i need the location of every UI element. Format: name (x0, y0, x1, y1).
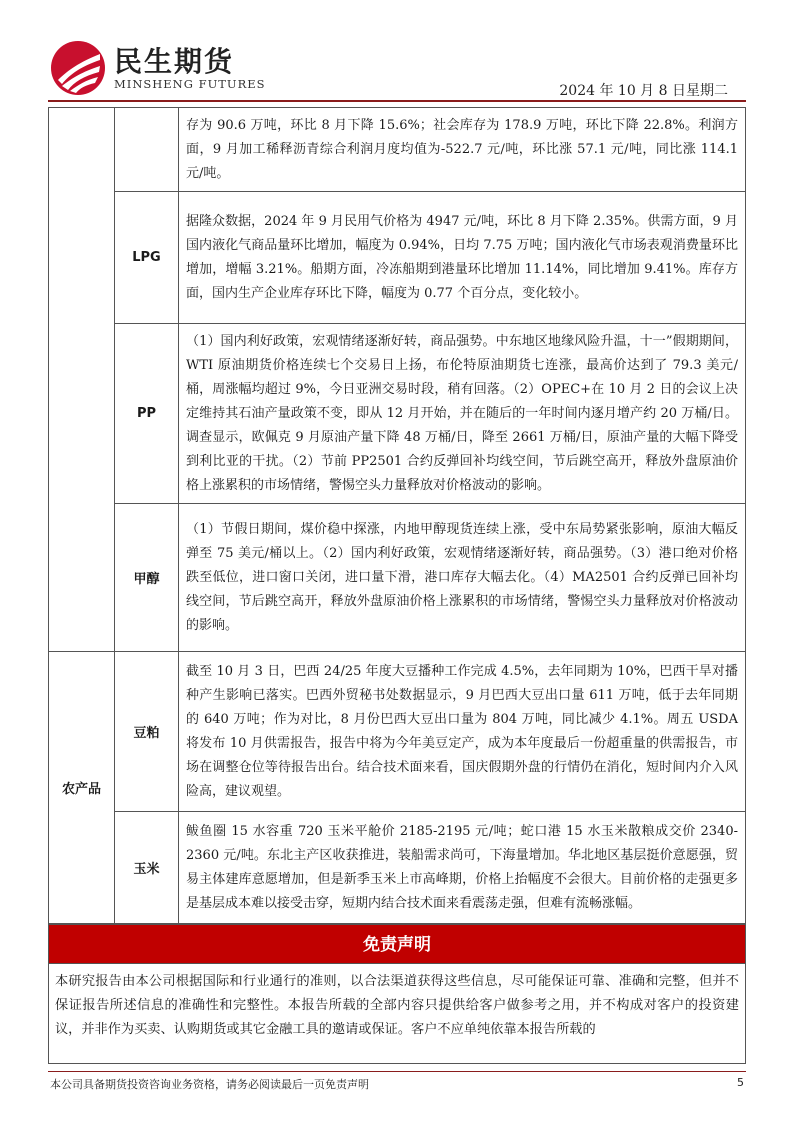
table-row (49, 192, 746, 324)
table-row (49, 504, 746, 652)
sub-cell-soymeal: 豆粕 (115, 652, 179, 812)
analysis-text-methanol: （1）节假日期间，煤价稳中探涨，内地甲醇现货连续上涨，受中东局势紧张影响，原油大幅反弹至 75 美元/桶以上。（2）国内利好政策，宏观情绪逐渐好转，商品强势。（3）港口绝对价格跌至低位，进口窗口关闭，进口量下滑，港口库存大幅去化。（4）MA2501 合约反弹已回补均线空间，节后跳空高开，释放外盘原油价格上涨累积的市场情绪，警惕空头力量释放对价格波动的影响。 (179, 504, 746, 652)
footer-divider (48, 1071, 746, 1072)
minsheng-logo-icon (50, 40, 106, 96)
sub-cell-lpg: LPG (115, 192, 179, 324)
sub-cell-corn: 玉米 (115, 812, 179, 924)
disclaimer-title: 免责声明 (48, 924, 746, 964)
category-cell-agriculture: 农产品 (49, 652, 115, 924)
sub-cell-pp: PP (115, 324, 179, 504)
analysis-text-asphalt: 存为 90.6 万吨，环比 8 月下降 15.6%；社会库存为 178.9 万吨，环比下降 22.8%。利润方面，9 月加工稀释沥青综合利润月度均值为-522.7 元/吨，环比涨 57.1 元/吨，同比涨 114.1 元/吨。 (179, 108, 746, 192)
footer-notice: 本公司具备期货投资咨询业务资格，请务必阅读最后一页免责声明 (50, 1078, 369, 1091)
logo-chinese-name: 民生期货 (114, 45, 235, 78)
analysis-text-soymeal: 截至 10 月 3 日，巴西 24/25 年度大豆播种工作完成 4.5%，去年同期为 10%，巴西干旱对播种产生影响已落实。巴西外贸秘书处数据显示，9 月巴西大豆出口量 611 万吨，低于去年同期的 640 万吨；作为对比，8 月份巴西大豆出口量为 804 万吨，同比减少 4.1%。周五 USDA 将发布 10 月供需报告，报告中将为今年美豆定产，成为本年度最后一份超重量的供需报告，市场在调整仓位等待报告出台。结合技术面来看，国庆假期外盘的行情仍在消化，短时间内介入风险高，建议观望。 (179, 652, 746, 812)
sub-cell-asphalt (115, 108, 179, 192)
table-row (49, 812, 746, 924)
analysis-text-corn: 鲅鱼圈 15 水容重 720 玉米平舱价 2185-2195 元/吨；蛇口港 15 水玉米散粮成交价 2340-2360 元/吨。东北主产区收获推进，装船需求尚可，下海量增加。华北地区基层挺价意愿强，贸易主体建库意愿增加，但是新季玉米上市高峰期，价格上抬幅度不会很大。目前价格的走强更多是基层成本难以接受击穿，短期内结合技术面来看震荡走强，但难有流畅涨幅。 (179, 812, 746, 924)
logo-english-name: MINSHENG FUTURES (114, 77, 266, 91)
report-date: 2024 年 10 月 8 日星期二 (559, 83, 728, 99)
table-row (49, 108, 746, 192)
commodity-table (48, 107, 746, 924)
analysis-text-lpg: 据隆众数据，2024 年 9 月民用气价格为 4947 元/吨，环比 8 月下降 2.35%。供需方面，9 月国内液化气商品量环比增加，幅度为 0.94%，日均 7.75 万吨；国内液化气市场表观消费量环比增加，增幅 3.21%。船期方面，冷冻船期到港量环比增加 11.14%，同比增加 9.41%。库存方面，国内生产企业库存环比下降，幅度为 0.77 个百分点，变化较小。 (179, 192, 746, 324)
header-divider (48, 100, 746, 102)
analysis-text-pp: （1）国内利好政策，宏观情绪逐渐好转，商品强势。中东地区地缘风险升温，十一”假期期间，WTI 原油期货价格连续七个交易日上扬，布伦特原油期货七连涨，最高价达到了 79.3 美元/桶，周涨幅均超过 9%，今日亚洲交易时段，稍有回落。（2）OPEC+在 10 月 2 日的会议上决定维持其石油产量政策不变，即从 12 月开始，并在随后的一年时间内逐月增产约 20 万桶/日。调查显示，欧佩克 9 月原油产量下降 48 万桶/日，降至 2661 万桶/日，原油产量的大幅下降受到利比亚的干扰。（2）节前 PP2501 合约反弹回补均线空间，节后跳空高开，释放外盘原油价格上涨累积的市场情绪，警惕空头力量释放对价格波动的影响。 (179, 324, 746, 504)
table-row (49, 324, 746, 504)
category-cell-energy-chemicals (49, 108, 115, 652)
page-header (0, 0, 794, 104)
table-row (49, 652, 746, 812)
sub-cell-methanol: 甲醇 (115, 504, 179, 652)
report-content (48, 107, 746, 1064)
disclaimer-body: 本研究报告由本公司根据国际和行业通行的准则，以合法渠道获得这些信息，尽可能保证可靠、准确和完整，但并不保证报告所述信息的准确性和完整性。本报告所载的全部内容只提供给客户做参考之用，并不构成对客户的投资建议，并非作为买卖、认购期货或其它金融工具的邀请或保证。客户不应单纯依靠本报告所载的 (48, 964, 746, 1064)
page-number: 5 (737, 1076, 744, 1089)
